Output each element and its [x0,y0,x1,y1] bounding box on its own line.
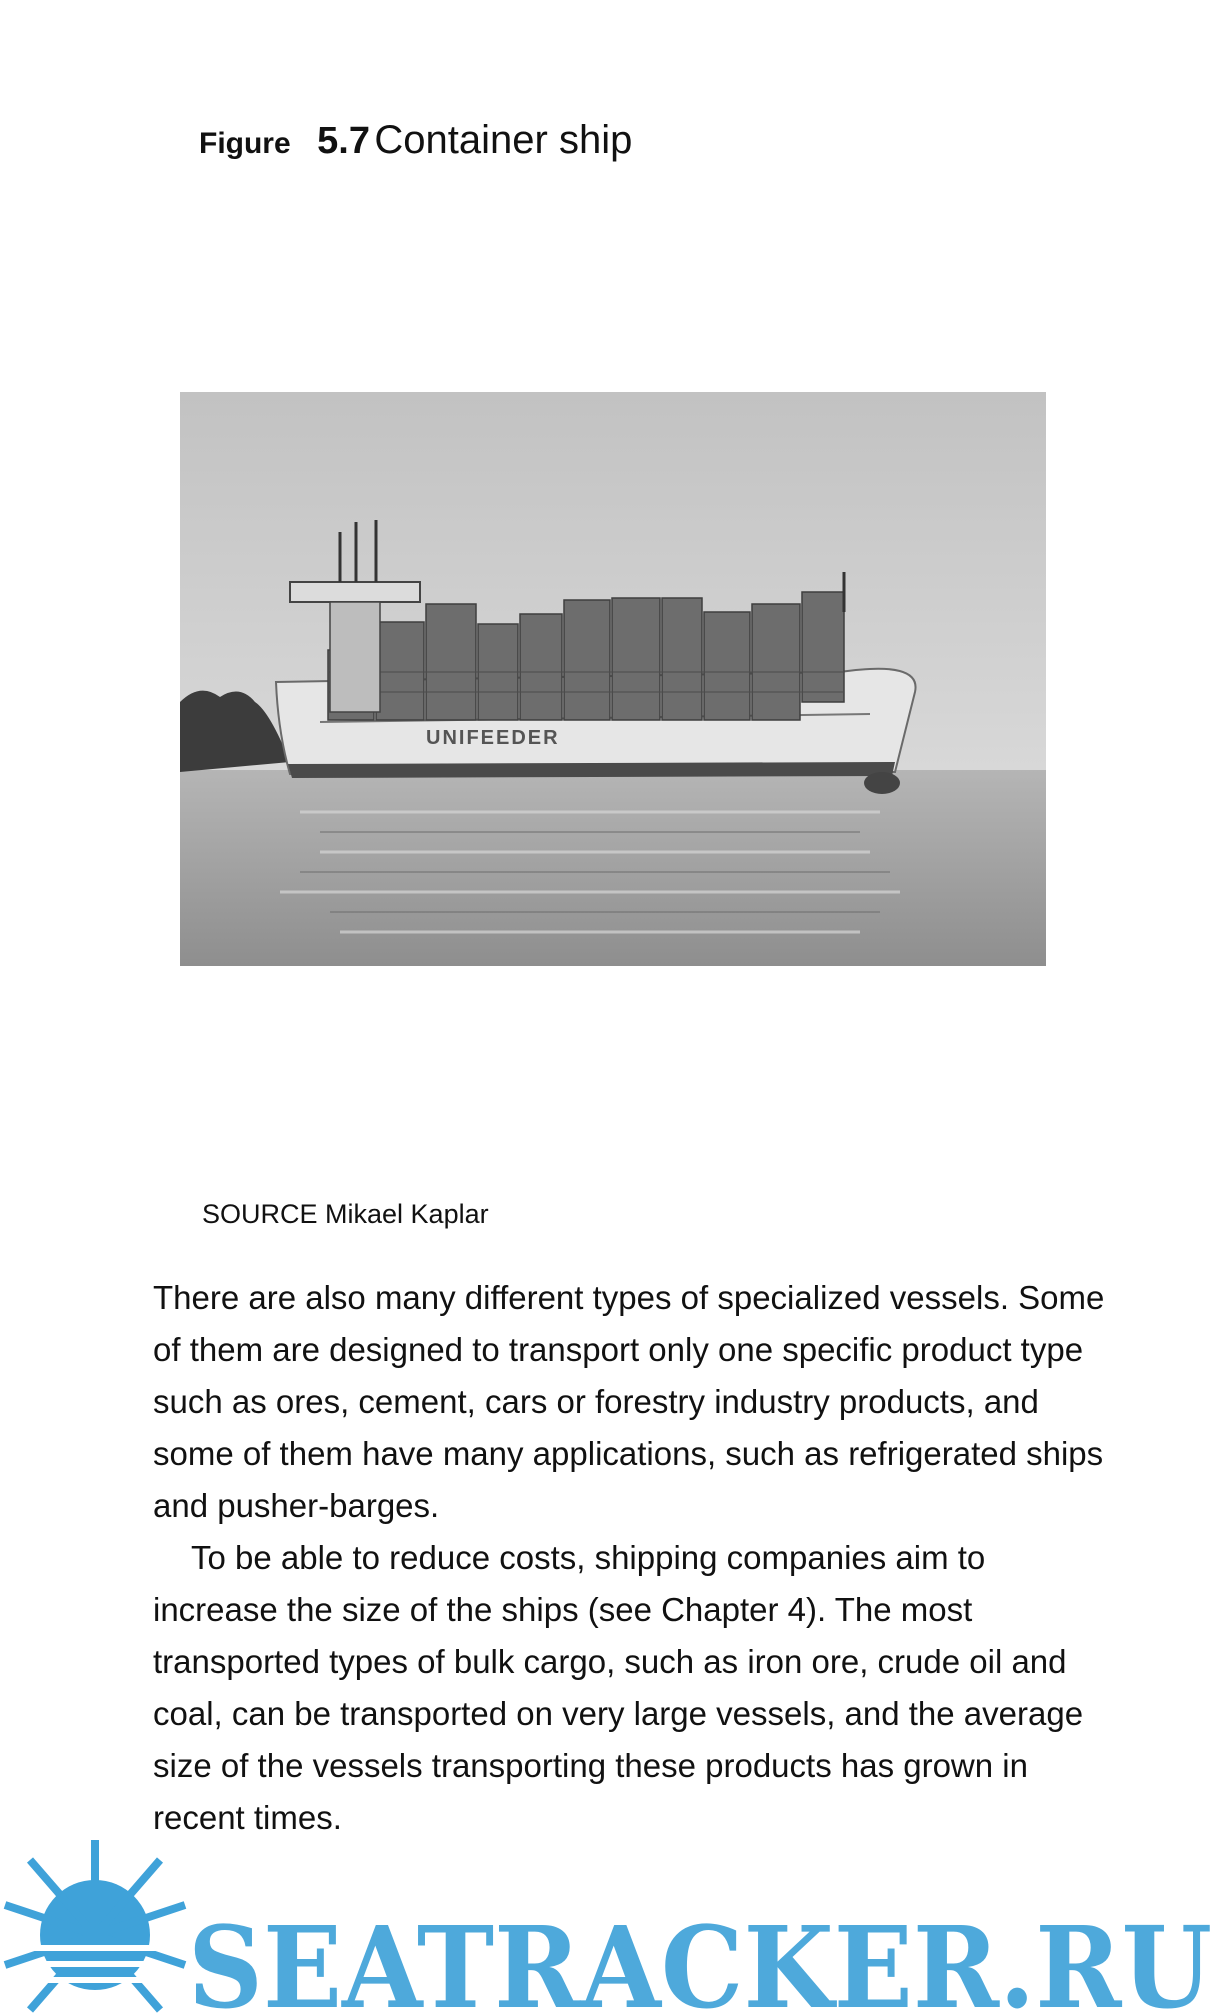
figure-title: Container ship [374,118,633,162]
hull-lettering: UNIFEEDER [426,727,560,749]
watermark-text: SEATRACKER.RU [188,1903,1212,2016]
figure-number: 5.7 [317,120,370,162]
body-text [153,1272,1113,1844]
paragraph-2: To be able to reduce costs, shipping companies aim to increase the size of the ships (see Chapter 4). The most transported types of bulk cargo, such as iron ore, crude oil and coal, can be transported on very large vessels, and the average size of the vessels transporting these products has grown in recent times. [153,1539,1084,1836]
seatracker-watermark [0,1835,1224,2016]
water [180,770,1046,966]
figure-caption [199,118,632,163]
bridge [290,582,420,602]
paragraph-1: There are also many different types of specialized vessels. Some of them are designed to transport only one specific product type such as ores, cement, cars or forestry industry products, and some of them have many applications, such as refrigerated ships and pusher-barges. [153,1279,1105,1524]
photo-source: SOURCE Mikael Kaplar [202,1199,489,1229]
sun-logo-icon [0,1840,190,2016]
figure-label: Figure [199,127,291,160]
container-ship-photo [180,392,1046,966]
